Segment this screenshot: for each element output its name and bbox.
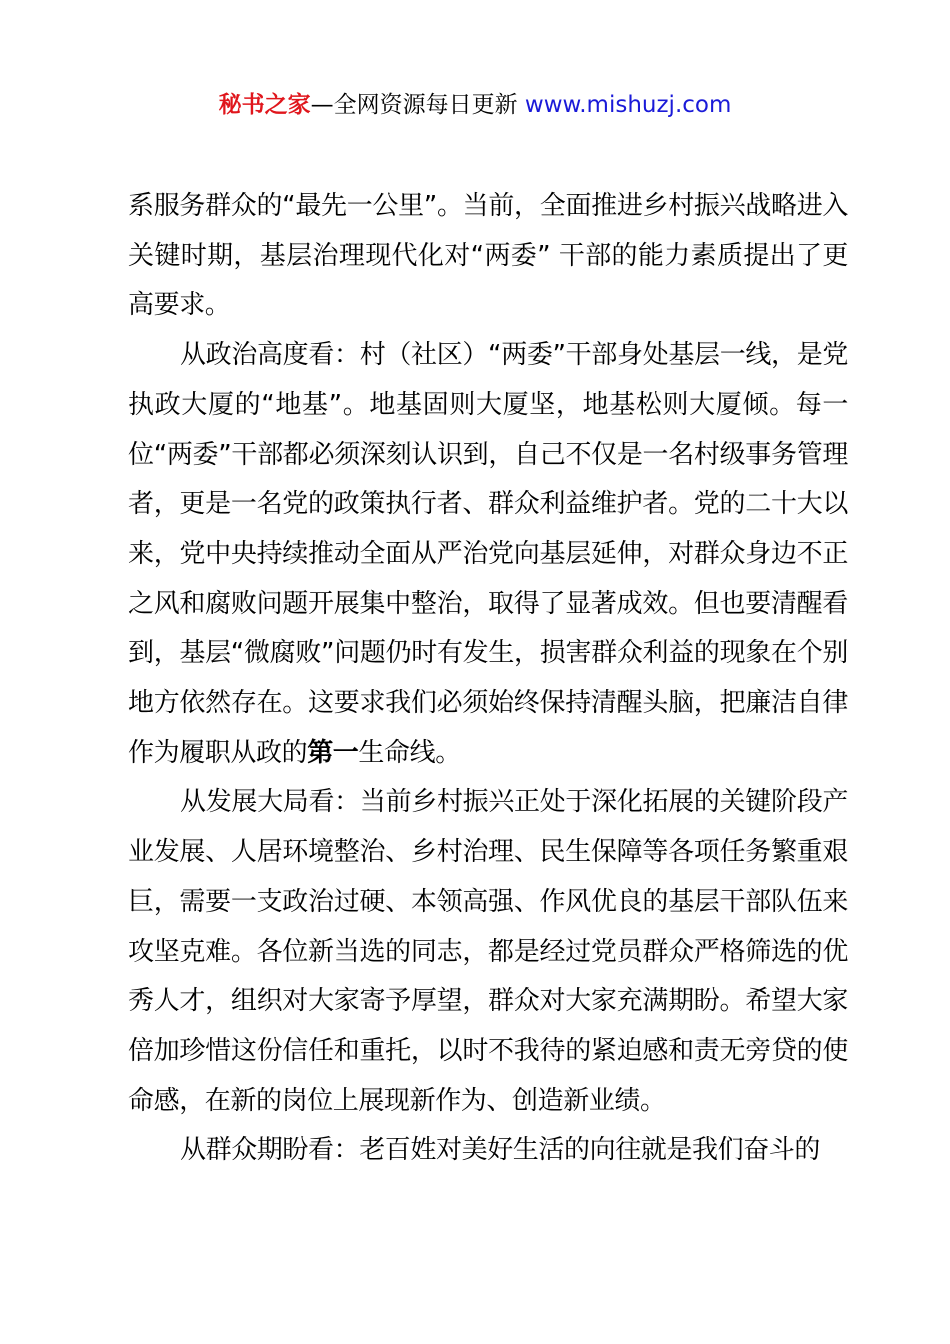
paragraph-2-text: 从政治高度看：村（社区）“两委”干部身处基层一线，是党执政大厦的“地基”。地基固则大厦坚，地基松则大厦倾。每一位“两委”干部都必须深刻认识到，自己不仅是一名村级事务管理者，更是一名党的政策执行者、群众利益维护者。党的二十大以来，党中央持续推动全面从严治党向基层延伸，对群众身边不正之风和腐败问题开展集中整治，取得了显著成效。但也要清醒看到，基层“微腐败”问题仍时有发生，损害群众利益的现象在个别地方依然存在。这要求我们必须始终保持清醒头脑，把廉洁自律作为履职从政的 — [128, 340, 848, 768]
page-header — [0, 88, 950, 122]
paragraph-3: 从发展大局看：当前乡村振兴正处于深化拓展的关键阶段产业发展、人居环境整治、乡村治理、民生保障等各项任务繁重艰巨，需要一支政治过硬、本领高强、作风优良的基层干部队伍来攻坚克难。各位新当选的同志，都是经过党员群众严格筛选的优秀人才，组织对大家寄予厚望，群众对大家充满期盼。希望大家倍加珍惜这份信任和重托，以时不我待的紧迫感和责无旁贷的使命感，在新的岗位上展现新作为、创造新业绩。 — [128, 787, 848, 1116]
brand-name: 秘书之家 — [218, 92, 311, 118]
paragraph-2 — [128, 331, 848, 778]
paragraph-2-tail: 生命线。 — [358, 737, 461, 768]
site-url-link[interactable]: www.mishuzj.com — [524, 92, 732, 118]
paragraph-1: 系服务群众的“最先一公里”。当前，全面推进乡村振兴战略进入关键时期，基层治理现代化对“两委” 干部的能力素质提出了更高要求。 — [128, 191, 848, 321]
paragraph-2-bold-text: 第一 — [307, 737, 359, 768]
document-body — [128, 182, 848, 1176]
header-tagline: —全网资源每日更新 — [310, 92, 518, 118]
paragraph-4: 从群众期盼看：老百姓对美好生活的向往就是我们奋斗的 — [180, 1135, 821, 1166]
